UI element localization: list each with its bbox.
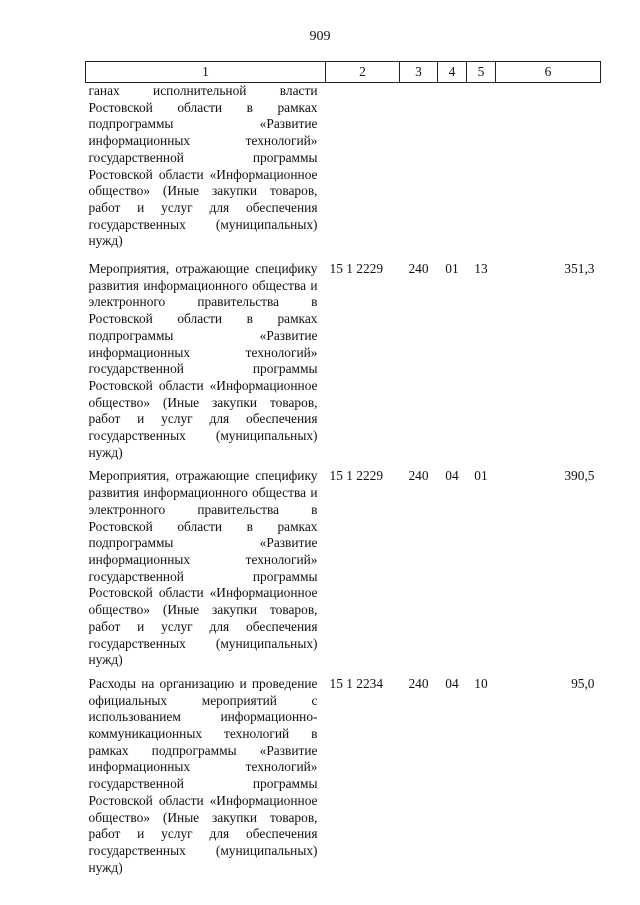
table-row	[86, 261, 601, 468]
header-col-3: 3	[400, 62, 438, 83]
table-row	[86, 83, 601, 262]
header-col-5: 5	[467, 62, 496, 83]
row-subsection: 10	[474, 675, 488, 691]
table-header	[86, 62, 601, 83]
table-body	[86, 83, 601, 884]
header-col-6: 6	[496, 62, 601, 83]
row-description: ганах исполнительной власти Ростовской области в рамках подпрограммы «Развитие информационных технологий» государственной программы Ростовской области «Информационное общество» (Иные закупки товаров, работ и услуг для обеспечения государственных (муниципальных) нужд)	[88, 83, 318, 249]
header-col-4: 4	[438, 62, 467, 83]
header-col-2: 2	[326, 62, 400, 83]
row-section	[438, 83, 467, 262]
page-number: 909	[309, 29, 331, 44]
header-col-1: 1	[86, 62, 326, 83]
row-section: 04	[445, 675, 459, 691]
row-subsection	[467, 83, 496, 262]
row-amount: 95,0	[571, 675, 595, 691]
row-description: Мероприятия, отражающие специфику развития информационного общества и электронного правительства в Ростовской области в рамках подпрограммы «Развитие информационных технологий» государственной программы Ростовской области «Информационное общество» (Иные закупки товаров, работ и услуг для обеспечения государственных (муниципальных) нужд)	[88, 468, 318, 668]
row-subsection: 13	[474, 261, 488, 277]
header-row	[86, 62, 601, 83]
row-amount: 390,5	[564, 468, 595, 484]
row-expense-type: 240	[408, 675, 429, 691]
row-subsection: 01	[474, 468, 488, 484]
row-amount: 351,3	[564, 261, 595, 277]
row-amount	[496, 83, 601, 262]
row-expense-type	[400, 83, 438, 262]
row-description: Расходы на организацию и проведение официальных мероприятий с использованием информационно-коммуникационных технологий в рамках подпрограммы «Развитие информационных технологий» государственной программы Ростовской области «Информационное общество» (Иные закупки товаров, работ и услуг для обеспечения государственных (муниципальных) нужд)	[88, 675, 318, 875]
row-target-code: 15 1 2229	[329, 468, 384, 484]
budget-table	[85, 61, 601, 883]
row-target-code: 15 1 2229	[329, 261, 384, 277]
row-section: 04	[445, 468, 459, 484]
table-row	[86, 676, 601, 883]
row-target-code: 15 1 2234	[329, 675, 384, 691]
row-expense-type: 240	[408, 261, 429, 277]
row-description: Мероприятия, отражающие специфику развития информационного общества и электронного правительства в Ростовской области в рамках подпрограммы «Развитие информационных технологий» государственной программы Ростовской области «Информационное общество» (Иные закупки товаров, работ и услуг для обеспечения государственных (муниципальных) нужд)	[88, 261, 318, 460]
row-section: 01	[445, 261, 459, 277]
table-row	[86, 468, 601, 675]
row-expense-type: 240	[408, 468, 429, 484]
row-target-code	[326, 83, 400, 262]
